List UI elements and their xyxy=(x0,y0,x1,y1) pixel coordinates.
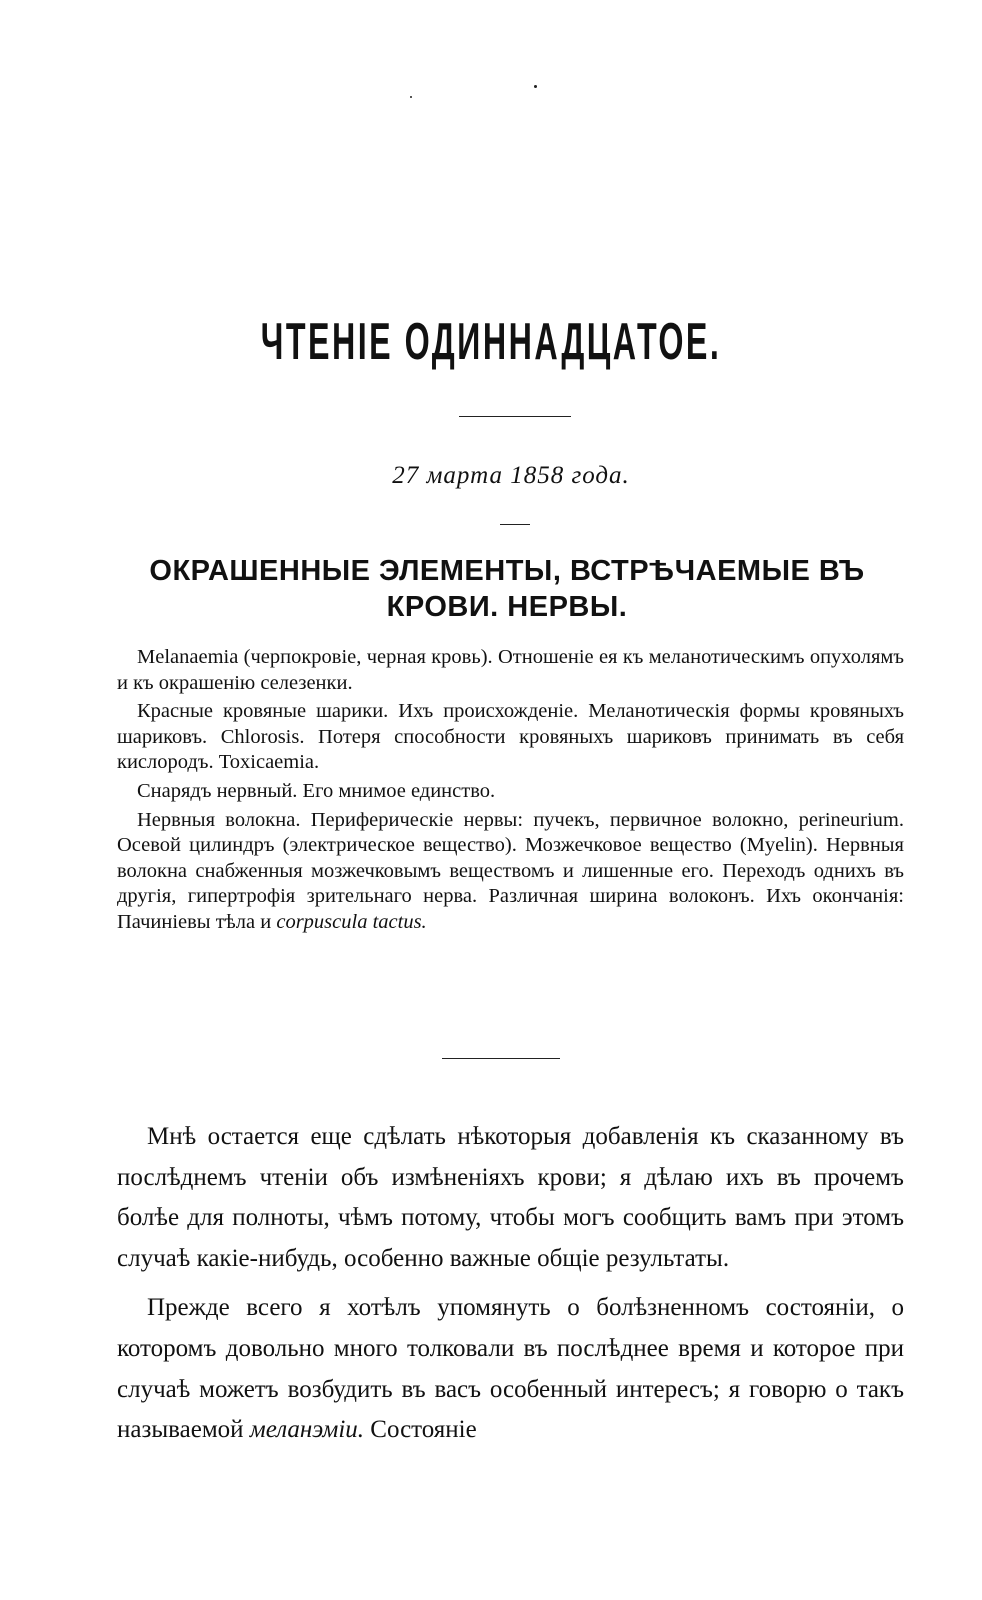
body-paragraph xyxy=(117,1288,904,1450)
section-heading: ОКРАШЕННЫЕ ЭЛЕМЕНТЫ, ВСТРѢЧАЕМЫЕ ВЪ КРОВИ. НЕРВЫ. xyxy=(149,555,865,623)
title-divider xyxy=(459,416,571,417)
summary-paragraph: Снарядъ нервный. Его мнимое единство. xyxy=(137,779,496,802)
summary-paragraph: Красные кровяные шарики. Ихъ происхожденіе. Меланотическія формы кровяныхъ шариковъ. Chlorosis. Потеря способности кровяныхъ шариковъ принимать въ себя кислородъ. Toxicaemia. xyxy=(117,700,904,774)
print-speck xyxy=(410,96,412,98)
summary-italic-term: corpuscula tactus. xyxy=(276,910,427,933)
lecture-date: 27 марта 1858 года. xyxy=(392,462,630,489)
summary-divider xyxy=(442,1058,560,1059)
date-divider xyxy=(500,524,530,525)
body-text-run: Прежде всего я хотѣлъ упомянуть о болѣзненномъ состояніи, о которомъ довольно много толковали въ послѣднее время и которое при случаѣ можетъ возбудить въ васъ особенный интересъ; я говорю о такъ называемой xyxy=(117,1294,904,1444)
chapter-title: ЧТЕНІЕ ОДИННАДЦАТОЕ. xyxy=(260,313,722,371)
body-text xyxy=(117,1117,904,1451)
body-paragraph: Мнѣ остается еще сдѣлать нѣкоторыя добавленія къ сказанному въ послѣднемъ чтеніи объ измѣненіяхъ крови; я дѣлаю ихъ въ прочемъ болѣе для полноты, чѣмъ потому, чтобы могъ сообщить вамъ при этомъ случаѣ какіе-нибудь, особенно важные общіе результаты. xyxy=(117,1123,904,1272)
summary-paragraph xyxy=(117,808,904,936)
body-italic-term: меланэміи. xyxy=(249,1416,365,1444)
summary-text: Нервныя волокна. Периферическіе нервы: пучекъ, первичное волокно, perineurium. Осевой цилиндръ (электрическое вещество). Мозжечковое вещество (Myelin). Нервныя волокна снабженныя мозжечковымъ веществомъ и лишенные его. Переходъ однихъ въ другія, гипертрофія зрительнаго нерва. Различная ширина волоконъ. Ихъ окончанія: Пачиніевы тѣла и xyxy=(117,808,904,933)
summary-paragraph: Melanaemia (черпокровіе, черная кровь). Отношеніе ея къ меланотическимъ опухолямъ и къ окрашенію селезенки. xyxy=(117,646,904,694)
print-speck xyxy=(534,85,537,88)
chapter-summary xyxy=(117,645,904,939)
body-text-run: Состояніе xyxy=(370,1416,477,1444)
